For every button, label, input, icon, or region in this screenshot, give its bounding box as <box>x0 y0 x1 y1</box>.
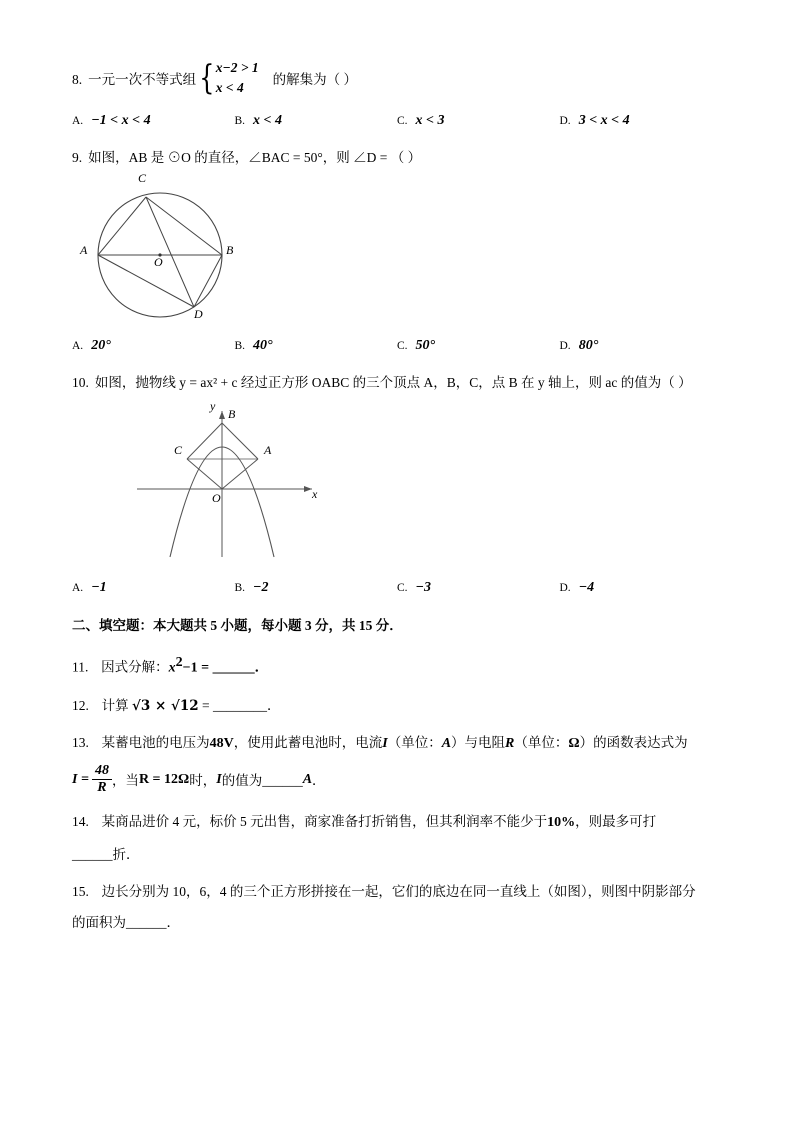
fraction-numerator: 48 <box>92 763 112 779</box>
brace-icon: { <box>199 57 215 98</box>
option-c-label: C. <box>397 115 408 128</box>
option-b[interactable] <box>235 113 398 129</box>
question-13-text-b: ，使用此蓄电池时，电流 <box>233 734 383 750</box>
option-c[interactable] <box>397 338 560 354</box>
option-a-label: A. <box>72 339 84 352</box>
question-10 <box>72 370 722 396</box>
option-d-value: −4 <box>578 580 595 596</box>
option-c-value: 50° <box>415 337 436 353</box>
option-b-value: 40° <box>253 337 273 353</box>
question-13-unit-ampere-2: A <box>302 772 313 788</box>
question-12-prompt: 计算 <box>101 697 129 713</box>
figure-label-o: O <box>154 254 163 269</box>
question-11-number: 11. <box>72 659 89 675</box>
question-9-figure <box>72 171 722 336</box>
question-13-unit-ohm: Ω <box>568 735 580 751</box>
question-13-resistance-symbol: R <box>505 735 515 751</box>
question-13-number: 13. <box>72 734 89 750</box>
question-14-text-a: 某商品进价 4 元，标价 5 元出售，商家准备打折销售，但其利润率不能少于 <box>101 814 548 830</box>
question-14-profit-rate: 10% <box>547 815 576 831</box>
option-b[interactable] <box>235 580 398 596</box>
figure-label-c: C <box>174 443 183 458</box>
question-8 <box>72 57 722 99</box>
section-2-heading: 二、填空题：本大题共 5 小题，每小题 3 分，共 15 分． <box>72 618 403 634</box>
option-c-value: −3 <box>415 580 432 596</box>
question-15-line1: 边长分别为 10，6，4 的三个正方形拼接在一起，它们的底边在同一直线上（如图），则图中阴影部分 <box>101 884 696 900</box>
question-14-number: 14. <box>72 814 89 830</box>
question-9 <box>72 145 722 171</box>
document-content <box>72 57 722 936</box>
question-8-ineq-1: x−2 > 1 <box>215 60 259 75</box>
option-d[interactable] <box>560 580 723 596</box>
option-c-label: C. <box>397 582 408 595</box>
option-b[interactable] <box>235 338 398 354</box>
question-11-expr-base: x <box>168 660 176 676</box>
question-13-text-a: 某蓄电池的电压为 <box>101 734 210 750</box>
question-15-line2: 的面积为______． <box>72 915 180 931</box>
question-14 <box>72 796 722 868</box>
question-13-text-j: ． <box>312 772 326 788</box>
option-c[interactable] <box>397 113 560 129</box>
option-a[interactable] <box>72 113 235 129</box>
option-d-label: D. <box>559 339 571 352</box>
option-a-value: 20° <box>91 337 111 353</box>
figure-label-o: O <box>212 491 221 506</box>
question-13-text-d: ）与电阻 <box>451 734 506 750</box>
figure-label-c: C <box>138 170 147 185</box>
fraction-denominator: R <box>97 779 107 795</box>
question-9-text: 如图，AB 是 ⊙O 的直径，∠BAC = 50°，则 ∠D = （ ） <box>88 150 422 166</box>
figure-axis-label-y: y <box>210 399 216 414</box>
question-10-number: 10. <box>72 374 89 390</box>
figure-label-a: A <box>264 443 272 458</box>
question-13-text-i: 的值为______ <box>221 772 303 788</box>
figure-axis-label-x: x <box>312 487 318 502</box>
option-d[interactable] <box>560 113 723 129</box>
option-b-label: B. <box>234 339 246 352</box>
question-13-text-e: （单位： <box>514 734 569 750</box>
question-9-options <box>72 338 722 354</box>
figure-label-b: B <box>228 407 236 422</box>
question-12-expr: √3 × √12 <box>132 697 199 714</box>
question-12-number: 12. <box>72 697 89 713</box>
option-c[interactable] <box>397 580 560 596</box>
option-b-value: −2 <box>253 580 269 596</box>
option-b-value: x < 4 <box>253 113 283 129</box>
question-8-text-after: 的解集为（ ） <box>272 71 358 87</box>
option-a-value: −1 <box>91 580 107 596</box>
question-13 <box>72 720 722 758</box>
option-d-value: 3 < x < 4 <box>578 113 630 129</box>
question-13-current-symbol-2: I <box>216 772 222 788</box>
question-8-system <box>196 58 259 97</box>
question-13-text-h: 时， <box>189 772 217 788</box>
option-a-value: −1 < x < 4 <box>91 113 151 129</box>
question-8-ineq-2: x < 4 <box>215 79 244 95</box>
option-a[interactable] <box>72 580 235 596</box>
option-a-label: A. <box>72 582 84 595</box>
option-a-label: A. <box>72 115 84 128</box>
question-14-line2: ______折． <box>72 847 140 863</box>
option-b-label: B. <box>234 582 246 595</box>
question-8-options <box>72 113 722 129</box>
question-12-rest: = ________． <box>198 697 281 713</box>
question-13-text-g: ，当 <box>111 772 139 788</box>
question-14-text-b: ，则最多可打 <box>575 814 657 830</box>
question-13-text-c: （单位： <box>387 734 442 750</box>
figure-label-d: D <box>194 306 203 321</box>
question-13-text-f: ）的函数表达式为 <box>579 734 688 750</box>
question-11-expr-rest: −1 = ______． <box>182 660 269 676</box>
question-13-voltage: 48V <box>209 735 234 751</box>
question-8-text-before: 一元一次不等式组 <box>88 71 197 87</box>
option-d[interactable] <box>560 338 723 354</box>
question-12 <box>72 683 722 720</box>
option-a[interactable] <box>72 338 235 354</box>
question-13-unit-ampere: A <box>441 735 452 751</box>
option-c-value: x < 3 <box>415 113 445 129</box>
figure-label-b: B <box>226 242 234 257</box>
question-15-number: 15. <box>72 884 89 900</box>
question-13-resistance-value: R = 12Ω <box>138 772 190 788</box>
option-d-label: D. <box>559 582 571 595</box>
question-9-number: 9. <box>72 150 83 166</box>
question-11-prompt: 因式分解： <box>101 659 169 675</box>
question-15 <box>72 868 722 936</box>
question-11 <box>72 640 722 683</box>
question-8-number: 8. <box>72 71 83 87</box>
question-13-line2 <box>72 758 722 796</box>
option-d-label: D. <box>559 115 571 128</box>
option-d-value: 80° <box>578 337 599 353</box>
question-13-current-symbol: I <box>382 735 388 751</box>
question-10-text: 如图，抛物线 y = ax² + c 经过正方形 OABC 的三个顶点 A，B，C，点 B 在 y 轴上，则 ac 的值为（ ） <box>94 374 692 390</box>
question-13-equation-lhs: I = <box>72 772 89 788</box>
question-11-expr-exp: 2 <box>175 655 183 671</box>
question-13-fraction <box>92 763 112 795</box>
question-10-options <box>72 580 722 596</box>
option-c-label: C. <box>397 339 408 352</box>
question-10-figure <box>72 395 722 580</box>
option-b-label: B. <box>234 115 246 128</box>
figure-label-a: A <box>80 242 88 257</box>
